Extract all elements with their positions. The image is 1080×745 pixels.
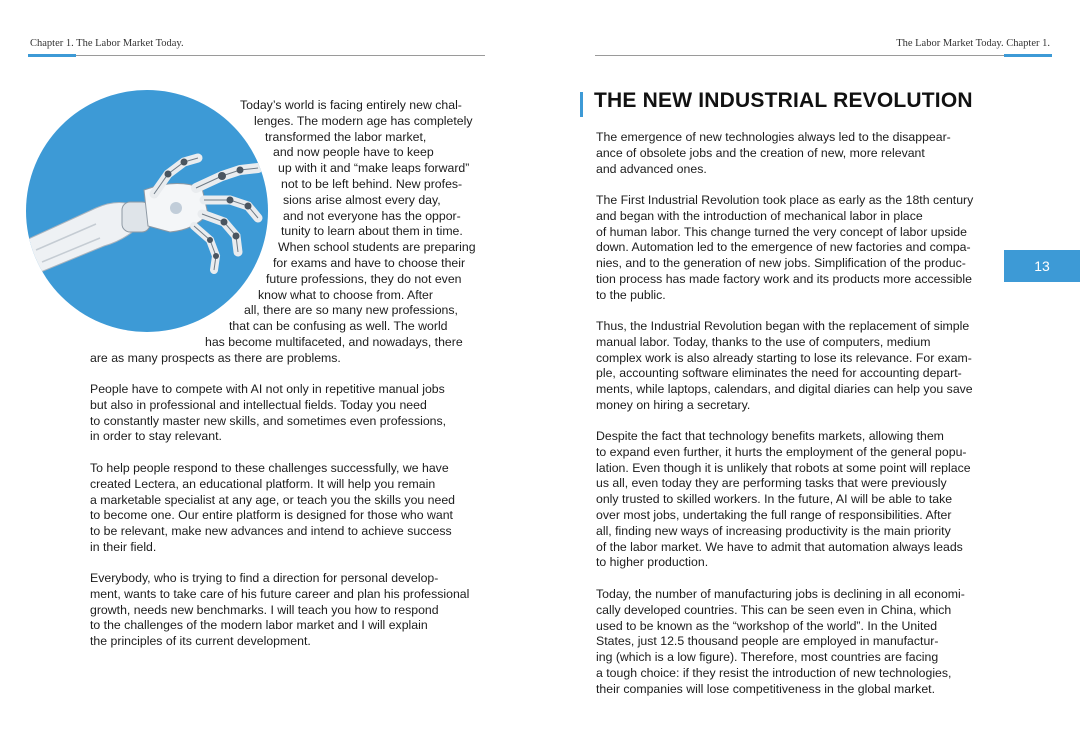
text-line: tion process has made factory work and its products more accessible bbox=[596, 271, 972, 286]
text-line: Thus, the Industrial Revolution began with the replacement of simple bbox=[596, 319, 970, 333]
text-line: When school students are preparing bbox=[278, 240, 476, 255]
text-line: money on hiring a secretary. bbox=[596, 397, 751, 412]
text-line: The First Industrial Revolution took place as early as the 18th century bbox=[596, 193, 974, 207]
text-line: States, just 12.5 thousand people are employed in manufactur- bbox=[596, 634, 939, 649]
text-line: to expand even further, it hurts the employment of the general popu- bbox=[596, 444, 967, 459]
text-line: in order to stay relevant. bbox=[90, 429, 222, 444]
text-line: has become multifaceted, and nowadays, there bbox=[205, 334, 463, 349]
text-line: created Lectera, an educational platform. It will help you remain bbox=[90, 476, 436, 491]
text-line: to be relevant, make new advances and intend to achieve success bbox=[90, 524, 452, 539]
intro-paragraph bbox=[0, 98, 490, 367]
paragraph-compete-with-ai bbox=[90, 382, 446, 445]
running-header-left: Chapter 1. The Labor Market Today. bbox=[30, 38, 184, 49]
text-line: are as many prospects as there are problems. bbox=[90, 350, 341, 365]
text-line: Today, the number of manufacturing jobs is declining in all economi- bbox=[596, 587, 965, 601]
paragraph-lectera bbox=[90, 461, 455, 556]
header-accent-right bbox=[1004, 54, 1052, 57]
text-line: People have to compete with AI not only in repetitive manual jobs bbox=[90, 382, 445, 396]
text-line: their companies will lose competitiveness in the global market. bbox=[596, 681, 936, 696]
text-line: cally developed countries. This can be seen even in China, which bbox=[596, 602, 952, 617]
text-line: to higher production. bbox=[596, 555, 709, 570]
paragraph-manufacturing bbox=[596, 587, 965, 698]
text-line: of human labor. This change turned the very concept of labor upside bbox=[596, 224, 967, 239]
text-line: and not everyone has the oppor- bbox=[283, 208, 461, 223]
text-line: down. Automation led to the emergence of new factories and compa- bbox=[596, 240, 971, 255]
text-line: to the challenges of the modern labor market and I will explain bbox=[90, 618, 428, 633]
paragraph-benchmarks bbox=[90, 571, 469, 650]
text-line: a tough choice: if they resist the introduction of new technologies, bbox=[596, 665, 952, 680]
text-line: and began with the introduction of mechanical labor in place bbox=[596, 208, 923, 223]
text-line: The emergence of new technologies always led to the disappear- bbox=[596, 130, 951, 144]
section-title: THE NEW INDUSTRIAL REVOLUTION bbox=[594, 89, 973, 112]
text-line: only trusted to skilled workers. In the future, AI will be able to take bbox=[596, 492, 953, 507]
header-rule-right bbox=[595, 55, 1052, 56]
text-line: and advanced ones. bbox=[596, 161, 707, 176]
text-line: sions arise almost every day, bbox=[283, 192, 441, 207]
text-line: to become one. Our entire platform is designed for those who want bbox=[90, 508, 453, 523]
text-line: but also in professional and intellectual fields. Today you need bbox=[90, 397, 427, 412]
text-line: transformed the labor market, bbox=[265, 129, 427, 144]
text-line: of the labor market. We have to admit that automation always leads bbox=[596, 539, 963, 554]
text-line: up with it and “make leaps forward” bbox=[278, 161, 470, 176]
text-line: to constantly master new skills, and sometimes even professions, bbox=[90, 413, 447, 428]
text-line: us all, even today they are performing tasks that were previously bbox=[596, 476, 947, 491]
text-line: and now people have to keep bbox=[273, 145, 434, 160]
text-line: nies, and to the generation of new jobs. Simplification of the produc- bbox=[596, 256, 966, 271]
text-line: to the public. bbox=[596, 287, 666, 302]
header-rule-left bbox=[28, 55, 485, 56]
text-line: ments, while laptops, calendars, and digital diaries can help you save bbox=[596, 382, 973, 397]
text-line: not to be left behind. New profes- bbox=[281, 176, 463, 191]
text-line: To help people respond to these challenges successfully, we have bbox=[90, 461, 449, 475]
text-line: in their field. bbox=[90, 539, 157, 554]
running-header-right: The Labor Market Today. Chapter 1. bbox=[896, 38, 1050, 49]
header-accent-left bbox=[28, 54, 76, 57]
text-line: ple, accounting software eliminates the need for accounting depart- bbox=[596, 366, 962, 381]
text-line: a marketable specialist at any age, or teach you the skills you need bbox=[90, 492, 456, 507]
text-line: complex work is also already starting to lose its relevance. For exam- bbox=[596, 350, 972, 365]
paragraph-replacement bbox=[596, 319, 973, 414]
text-line: over most jobs, undertaking the full range of responsibilities. After bbox=[596, 507, 952, 522]
paragraph-technology-benefits bbox=[596, 429, 971, 571]
text-line: ance of obsolete jobs and the creation of new, more relevant bbox=[596, 145, 925, 160]
text-line: for exams and have to choose their bbox=[273, 255, 466, 270]
text-line: manual labor. Today, thanks to the use of computers, medium bbox=[596, 334, 931, 349]
text-line: lation. Even though it is unlikely that robots at some point will replace bbox=[596, 460, 971, 475]
text-line: ment, wants to take care of his future career and plan his professional bbox=[90, 586, 470, 601]
text-line: the principles of its current development. bbox=[90, 634, 311, 649]
text-line: Today’s world is facing entirely new chal- bbox=[240, 98, 462, 112]
text-line: growth, needs new benchmarks. I will teach you how to respond bbox=[90, 602, 439, 617]
title-accent-bar bbox=[580, 92, 583, 117]
text-line: future professions, they do not even bbox=[266, 271, 462, 286]
text-line: all, finding new ways of increasing productivity is the main priority bbox=[596, 523, 951, 538]
text-line: that can be confusing as well. The world bbox=[229, 319, 448, 334]
text-line: lenges. The modern age has completely bbox=[254, 113, 473, 128]
text-line: ing (which is a low figure). Therefore, most countries are facing bbox=[596, 650, 939, 665]
text-line: used to be known as the “workshop of the world”. In the United bbox=[596, 618, 938, 633]
page-number: 13 bbox=[1004, 250, 1080, 282]
text-line: Despite the fact that technology benefits markets, allowing them bbox=[596, 429, 944, 443]
text-line: tunity to learn about them in time. bbox=[281, 224, 463, 239]
paragraph-first-revolution bbox=[596, 193, 973, 304]
text-line: Everybody, who is trying to find a direction for personal develop- bbox=[90, 571, 439, 585]
text-line: know what to choose from. After bbox=[258, 287, 433, 302]
paragraph-emergence bbox=[596, 130, 951, 177]
text-line: all, there are so many new professions, bbox=[244, 303, 458, 318]
